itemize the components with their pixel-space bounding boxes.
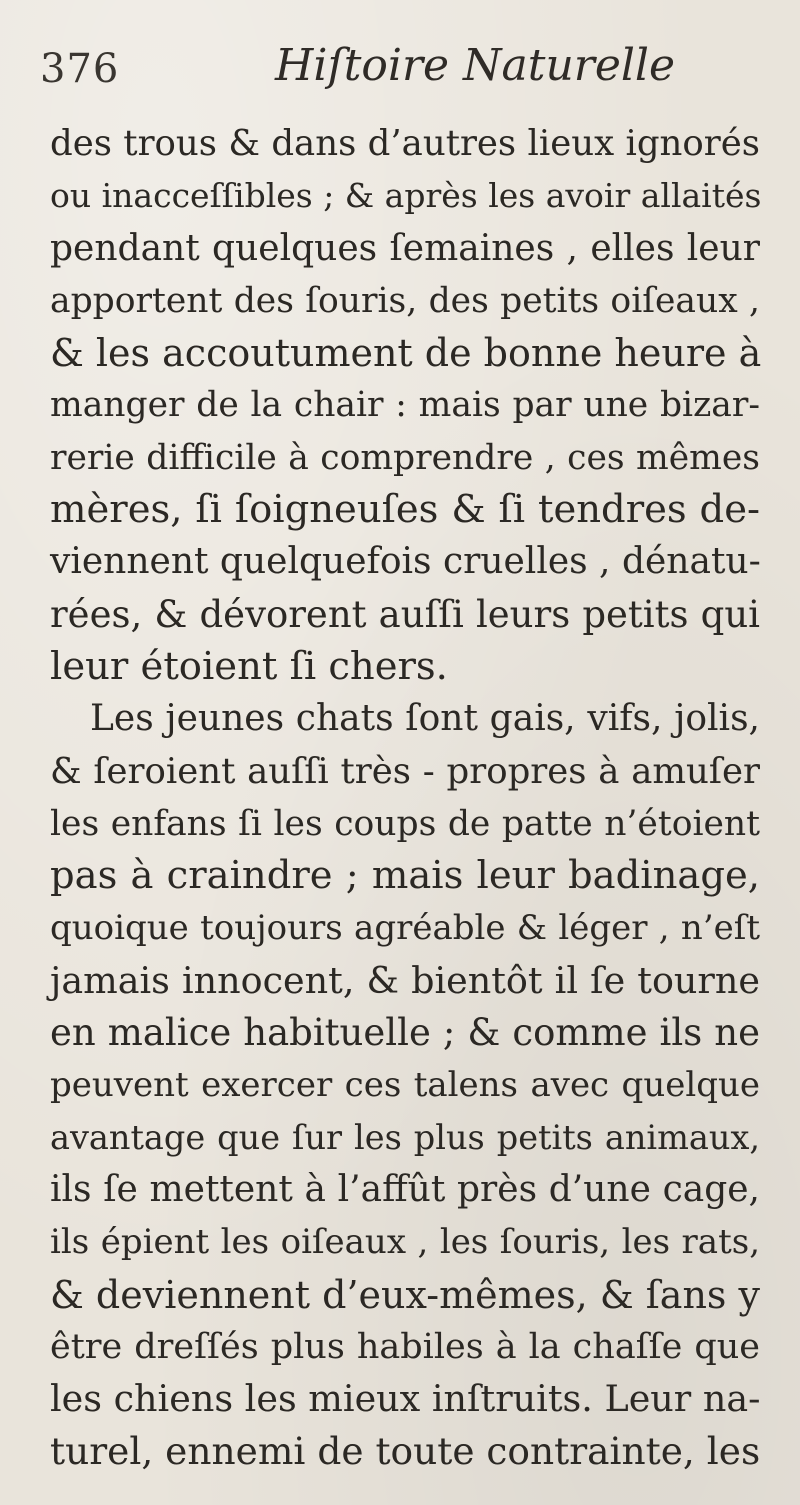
text-line: & les accoutument de bonne heure à bbox=[50, 331, 762, 376]
text-line: pas à craindre ; mais leur badinage, bbox=[50, 853, 760, 899]
running-head bbox=[40, 26, 760, 96]
text-line: jamais innocent, & bientôt il ſe tourne bbox=[50, 958, 760, 1002]
text-line: avantage que ſur les plus petits animaux, bbox=[50, 1117, 760, 1157]
running-title: Hiſtoire Naturelle bbox=[275, 40, 676, 91]
text-line: ils épient les oiſeaux , les ſouris, les rats, bbox=[50, 1222, 760, 1263]
text-line: pendant quelques ſemaines , elles leur bbox=[50, 227, 760, 269]
text-line: peuvent exercer ces talens avec quelque bbox=[50, 1065, 760, 1106]
text-line: les enfans ſi les coups de patte n’étoient bbox=[50, 803, 760, 844]
text-line: rées, & dévorent auſſi leurs petits qui bbox=[50, 592, 760, 636]
page-number: 376 bbox=[40, 46, 120, 92]
text-line: turel, ennemi de toute contrainte, les bbox=[50, 1429, 761, 1474]
text-line: & deviennent d’eux-mêmes, & ſans y bbox=[50, 1272, 760, 1317]
text-line: manger de la chair : mais par une bizar- bbox=[50, 385, 760, 426]
text-line: être dreſſés plus habiles à la chaſſe que bbox=[50, 1326, 760, 1367]
text-line: en malice habituelle ; & comme ils ne bbox=[50, 1011, 760, 1055]
text-line: apportent des ſouris, des petits oiſeaux , bbox=[50, 280, 760, 321]
paragraph-end-line: leur étoient ſi chers. bbox=[50, 643, 448, 689]
text-line: ils ſe mettent à l’affût près d’une cage, bbox=[50, 1168, 760, 1210]
text-line: des trous & dans d’autres lieux ignorés bbox=[50, 123, 760, 164]
text-line: rerie difficile à comprendre , ces mêmes bbox=[50, 437, 760, 478]
text-line: les chiens les mieux inſtruits. Leur na- bbox=[50, 1377, 761, 1421]
text-line: viennent quelquefois cruelles , dénatu- bbox=[50, 541, 761, 583]
text-line: mères, ſi ſoigneuſes & ſi tendres de- bbox=[50, 487, 760, 533]
text-line: ou inacceſſibles ; & après les avoir allaités bbox=[50, 176, 762, 216]
body-text bbox=[50, 118, 760, 1478]
text-line: & ſeroient auſſi très - propres à amuſer bbox=[50, 750, 760, 792]
text-line: quoique toujours agréable & léger , n’eſt bbox=[50, 908, 760, 949]
paragraph-start-line: Les jeunes chats ſont gais, vifs, jolis, bbox=[90, 698, 760, 740]
